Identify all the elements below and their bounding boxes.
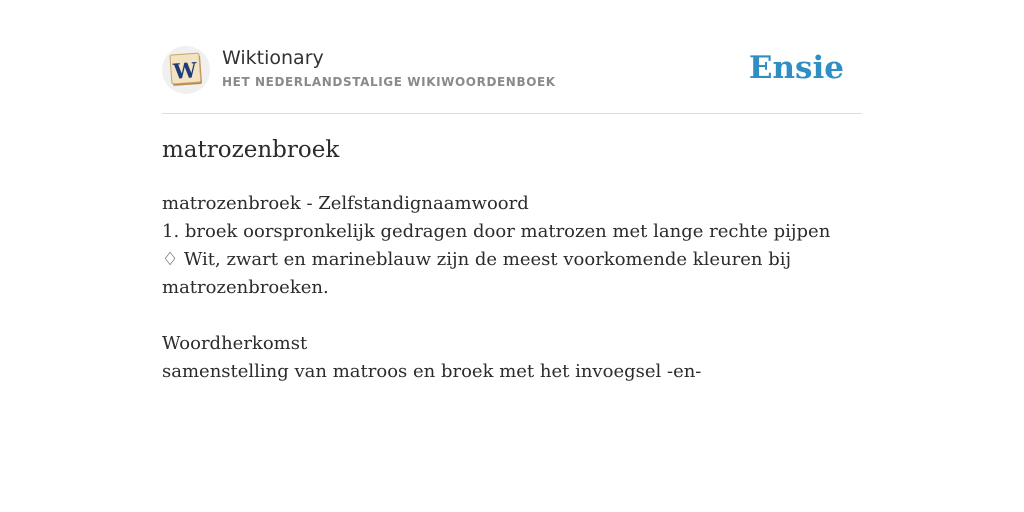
svg-text:W: W [172, 57, 198, 84]
site-header [162, 44, 862, 114]
word-type-line: matrozenbroek - Zelfstandignaamwoord [162, 193, 529, 214]
page-title: matrozenbroek [162, 137, 340, 163]
site-subtitle: HET NEDERLANDSTALIGE WIKIWOORDENBOEK [222, 75, 556, 89]
spacer [162, 302, 862, 330]
ensie-brand-logo[interactable]: Ensie [748, 50, 844, 86]
etymology-heading: Woordherkomst [162, 333, 308, 354]
wiktionary-logo-icon[interactable] [162, 46, 210, 94]
entry-content [162, 190, 862, 386]
etymology-text: samenstelling van matroos en broek met het invoegsel -en- [162, 361, 702, 382]
example-sentence: ♢ Wit, zwart en marineblauw zijn de meest voorkomende kleuren bij matrozenbroeken. [162, 249, 792, 298]
definition: 1. broek oorspronkelijk gedragen door matrozen met lange rechte pijpen [162, 221, 831, 242]
site-name[interactable]: Wiktionary [222, 47, 324, 69]
